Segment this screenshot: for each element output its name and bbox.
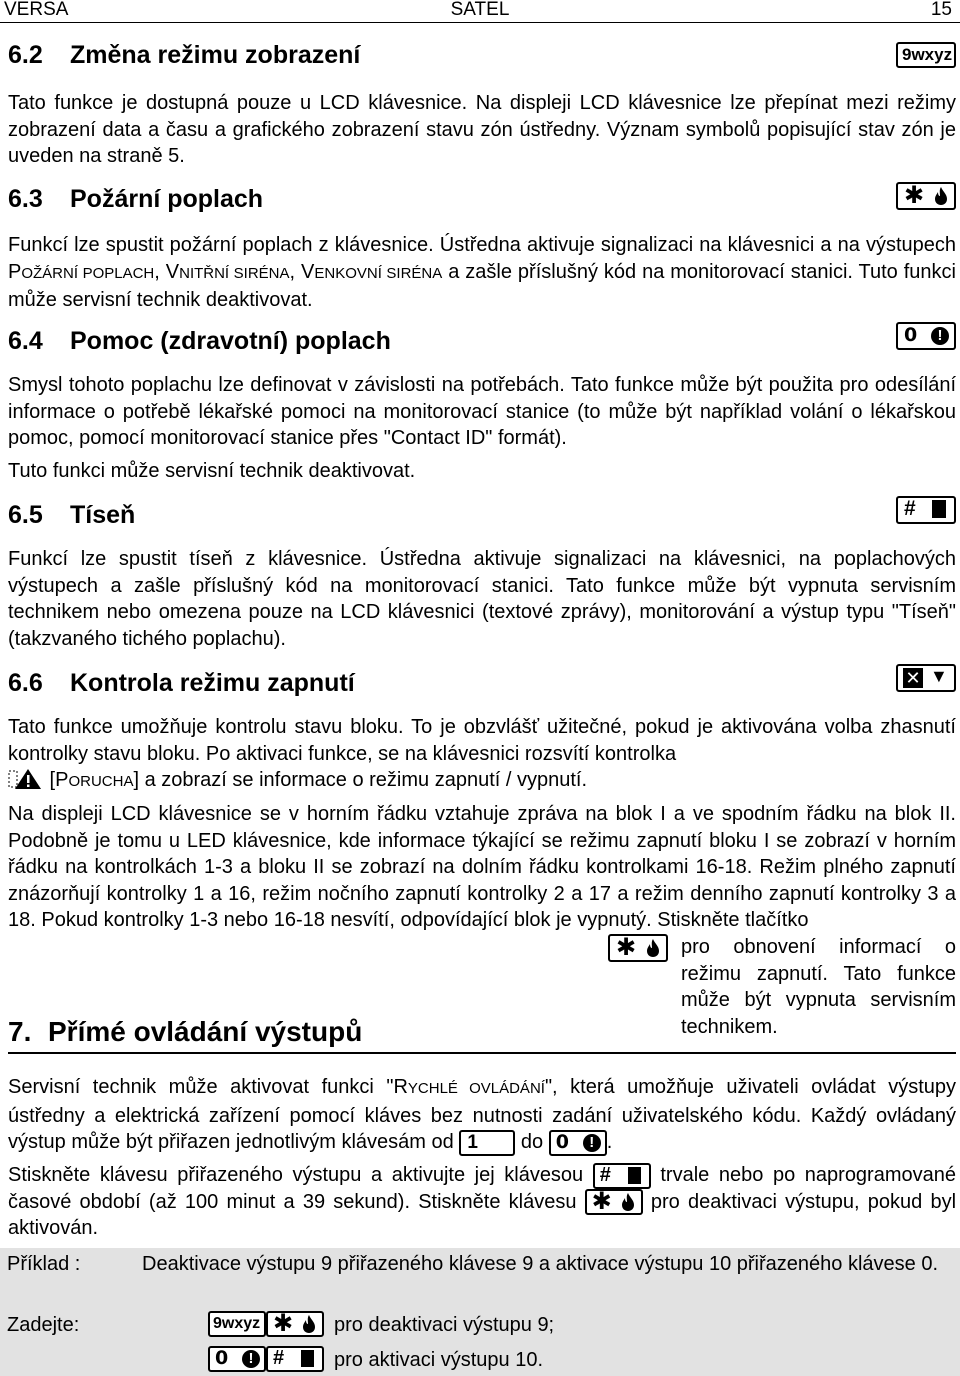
paragraph-7-2: Stiskněte klávesu přiřazeného výstupu a aktivujte jej klávesou # trvale nebo po naprogramované časové období (až 100 minut a 39 sekund). Stiskněte klávesu ✱ pro deaktivaci výstupu, pokud byl aktivován. xyxy=(8,1163,957,1240)
key-9wxyz-icon: 9wxyz xyxy=(896,42,956,68)
section-rule xyxy=(8,1052,956,1054)
key-hash-door-icon: # xyxy=(896,496,956,524)
header-brand: VERSA xyxy=(4,0,69,20)
key-zero-alert-seq-icon: 0 ! xyxy=(208,1346,266,1372)
key-sequence-activate xyxy=(208,1346,324,1372)
key-star-fire-inline-icon: ✱ xyxy=(608,934,668,962)
page-header xyxy=(0,0,960,23)
key-star-fire-icon: ✱ xyxy=(896,182,956,210)
paragraph-7-1: Servisní technik může aktivovat funkci "RYCHLÉ OVLÁDÁNÍ", která umožňuje uživateli ovládat výstupy ústředny a elektrická zařízení pomocí kláves bez nutnosti zadání uživatelského kódu. Každý ovládaný výstup může být přiřazen jednotlivým klávesám od 1 do 0 ! . xyxy=(8,1074,956,1156)
heading-6-2: 6.2 Změna režimu zobrazení xyxy=(8,41,361,69)
key-star-fire-seq-icon: ✱ xyxy=(266,1311,324,1337)
header-page-number: 15 xyxy=(930,0,952,20)
key-zero-alert-inline-icon: 0 ! xyxy=(549,1130,607,1156)
paragraph-6-5: Funkcí lze spustit tíseň z klávesnice. Ústředna aktivuje signalizaci na klávesnici, na poplachových výstupech a zašle příslušný kód na monitorovací stanici. Tato funkce může být vypnuta servisním technikem nebo omezena pouze na LCD klávesnici (textové zprávy), monitorování a výstup typu "Tíseň" (takzvaného tichého poplachu). xyxy=(8,548,956,650)
header-company: SATEL xyxy=(450,0,510,20)
key-hash-door-seq-icon: # xyxy=(266,1346,324,1372)
heading-6-6: 6.6 Kontrola režimu zapnutí xyxy=(8,669,355,697)
key-1-icon: 1 xyxy=(459,1130,515,1156)
example-row-2: Zadejte: 9wxyz ✱ pro deaktivaci výstupu 9; 0 ! # pro aktivaci výstupu 10. xyxy=(0,1308,960,1376)
key-zero-alert-icon: 0 ! xyxy=(896,322,956,350)
paragraph-6-6-1b: [PORUCHA] a zobrazí se informace o režimu zapnutí / vypnutí. xyxy=(8,767,956,796)
key-x-down-icon: ✕ ▼ xyxy=(896,664,956,692)
paragraph-6-6-2: Na displeji LCD klávesnice se v horním řádku vztahuje zpráva na blok I a ve spodním řádku na blok II. Podobně je tomu u LED klávesnice, kde informace týkající se režimu zapnutí bloku I se zobrazí v horním řádku na kontrolkách 1-3 a bloku II se zobrazí na dolním řádku kontrolkami 16-18. Režim plného zapnutí znázorňují kontrolky 1 a 16, režim nočního zapnutí kontrolky 2 a 17 a režim denního zapnutí kontrolky 3 a 18. Pokud kontrolky 1-3 nebo 16-18 nesvítí, odpovídající blok je vypnutý. Stiskněte tlačítko xyxy=(8,803,956,931)
trouble-warning-icon xyxy=(8,768,44,790)
key-hash-door-inline-icon: # xyxy=(593,1163,651,1189)
paragraph-6-2: Tato funkce je dostupná pouze u LCD klávesnice. Na displeji LCD klávesnice lze přepínat mezi režimy zobrazení data a času a grafického zobrazení stavu zón ústředny. Význam symbolů popisující stav zón je uveden na straně 5. xyxy=(8,92,956,167)
example-activate-text: pro aktivaci výstupu 10. xyxy=(334,1349,543,1371)
example-deactivate-text: pro deaktivaci výstupu 9; xyxy=(334,1314,555,1336)
paragraph-6-6-1: Tato funkce umožňuje kontrolu stavu bloku. To je obzvlášť užitečné, pokud je aktivována volba zhasnutí kontrolky stavu bloku. Po aktivaci funkce, se na klávesnici rozsvítí kontrolka xyxy=(8,716,956,765)
paragraph-6-4-2: Tuto funkci může servisní technik deaktivovat. xyxy=(8,460,416,482)
paragraph-6-3: Funkcí lze spustit požární poplach z klávesnice. Ústředna aktivuje signalizaci na klávesnici a na výstupech POŽÁRNÍ POPLACH, VNITŘNÍ SIRÉNA, VENKOVNÍ SIRÉNA a zašle příslušný kód na monitorovací stanici. Tuto funkci může servisní technik deaktivovat. xyxy=(8,234,956,311)
key-9wxyz-seq-icon: 9wxyz xyxy=(208,1311,266,1337)
key-sequence-deactivate xyxy=(208,1311,324,1337)
paragraph-6-4-1: Smysl tohoto poplachu lze definovat v závislosti na potřebách. Tato funkce může být použita pro odesílání informace o potřebě lékařské pomoci na monitorovací stanice (to může být například volání o lékařskou pomoc, pomocí monitorovací stanice přes "Contact ID" formát). xyxy=(8,374,956,449)
heading-6-4: 6.4 Pomoc (zdravotní) poplach xyxy=(8,327,391,355)
heading-6-3: 6.3 Požární poplach xyxy=(8,185,264,213)
heading-6-5: 6.5 Tíseň xyxy=(8,501,136,529)
paragraph-6-6-2b-start: pro obnovení informací o režimu zapnutí. Tato funkce může být vypnuta servisním technikem. xyxy=(681,936,956,1038)
example-row-1: Příklad : Deaktivace výstupu 9 přiřazeného klávese 9 a aktivace výstupu 10 přiřazeného klávese 0. xyxy=(0,1248,960,1308)
heading-7: 7. Přímé ovládání výstupů xyxy=(8,1016,363,1047)
key-star-fire-inline2-icon: ✱ xyxy=(585,1189,643,1215)
